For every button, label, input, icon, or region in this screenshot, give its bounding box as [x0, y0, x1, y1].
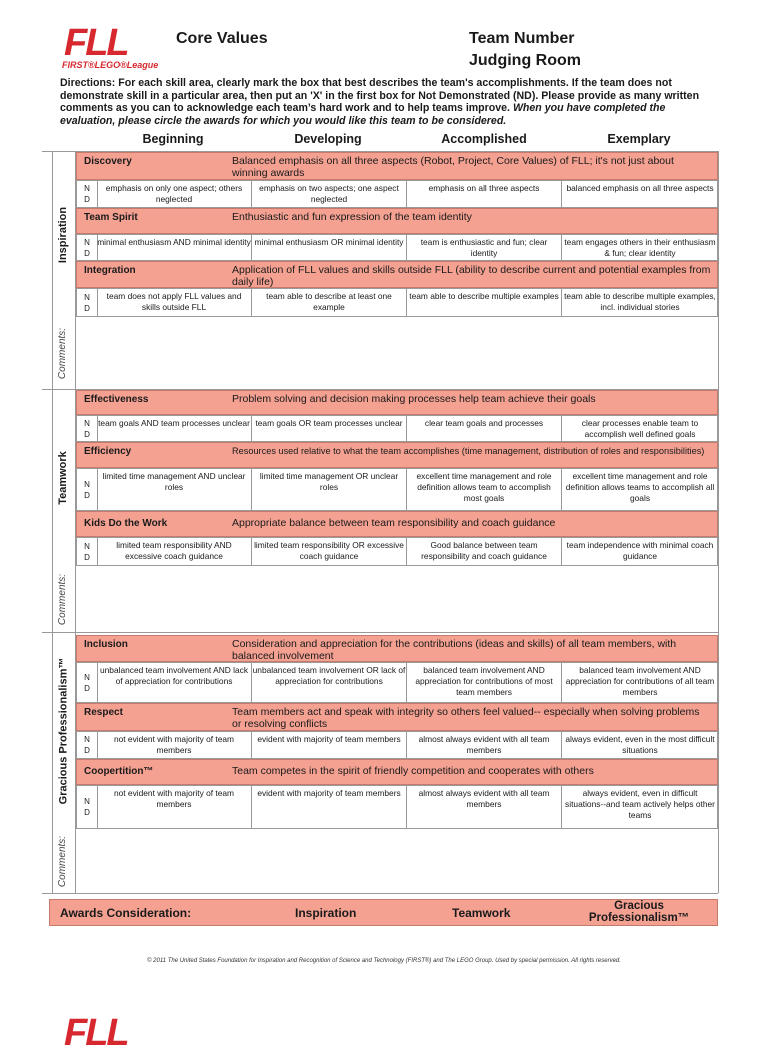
skill-description: Application of FLL values and skills outside FLL (ability to describe current and potential examples from daily life): [232, 264, 711, 288]
skill-name: Discovery: [84, 156, 132, 167]
rubric-cell-exemplary[interactable]: balanced emphasis on all three aspects: [566, 183, 714, 193]
nd-checkbox[interactable]: N D: [77, 289, 98, 316]
level-exemplary: Exemplary: [607, 132, 671, 146]
rubric-row-efficiency: [76, 468, 718, 511]
logo-text: FLL: [64, 22, 128, 64]
level-accomplished: Accomplished: [441, 132, 527, 146]
rubric-cell-beginning[interactable]: limited team responsibility AND excessive coach guidance: [97, 538, 252, 565]
skill-respect: [76, 703, 718, 731]
rubric-cell-beginning[interactable]: unbalanced team involvement AND lack of appreciation for contributions: [97, 663, 252, 702]
rubric-row-team-spirit: [76, 234, 718, 261]
award-option-inspiration[interactable]: Inspiration: [295, 906, 357, 920]
rubric-row-effectiveness: [76, 415, 718, 442]
directions: [60, 77, 722, 127]
skill-name: Team Spirit: [84, 212, 138, 223]
skill-description: Consideration and appreciation for the contributions (ideas and skills) of all team members, with balanced involvement: [232, 638, 677, 662]
skill-inclusion: [76, 635, 718, 662]
skill-team-spirit: [76, 208, 718, 234]
fll-logo-bottom: [64, 1012, 134, 1054]
skill-coopertition: [76, 759, 718, 785]
rubric-cell-accomplished[interactable]: team able to describe multiple examples: [407, 289, 562, 316]
nd-checkbox[interactable]: N D: [77, 663, 98, 702]
nd-checkbox[interactable]: N D: [77, 469, 98, 510]
skill-name: Coopertition™: [84, 766, 154, 777]
section-border: [718, 389, 719, 632]
level-beginning: Beginning: [142, 132, 204, 146]
skill-name: Integration: [84, 265, 136, 276]
skill-name: Inclusion: [84, 639, 128, 650]
rubric-cell-exemplary[interactable]: excellent time management and role definition allows teams to accomplish all goals: [565, 471, 715, 503]
comments-label: Comments:: [57, 835, 69, 887]
rubric-row-kids-do-the-work: [76, 537, 718, 566]
nd-checkbox[interactable]: N D: [77, 181, 98, 207]
section-border: [718, 151, 719, 389]
rubric-row-inclusion: [76, 662, 718, 703]
judging-room-label: Judging Room: [469, 52, 581, 69]
rubric-cell-developing[interactable]: evident with majority of team members: [252, 786, 407, 828]
fll-logo: [62, 22, 159, 72]
rubric-cell-beginning[interactable]: not evident with majority of team members: [97, 732, 252, 758]
rubric-cell-exemplary[interactable]: balanced team involvement AND appreciation for contributions of all team members: [565, 665, 715, 697]
skill-effectiveness: [76, 390, 718, 415]
rubric-cell-exemplary[interactable]: team able to describe multiple examples, incl. individual stories: [564, 291, 716, 312]
rubric-row-coopertition: [76, 785, 718, 829]
skill-description: Balanced emphasis on all three aspects (Robot, Project, Core Values) of FLL; it's not just about winning awards: [232, 155, 674, 179]
rubric-row-respect: [76, 731, 718, 759]
skill-name: Effectiveness: [84, 394, 149, 405]
rubric-cell-developing[interactable]: team able to describe at least one example: [252, 289, 407, 316]
comments-label: Comments:: [57, 327, 69, 379]
section-label-inspiration: Inspiration: [57, 206, 70, 263]
rubric-cell-developing[interactable]: limited team responsibility OR excessive coach guidance: [252, 538, 407, 565]
rubric-cell-beginning[interactable]: minimal enthusiasm AND minimal identity: [97, 235, 252, 260]
skill-name: Respect: [84, 707, 123, 718]
rubric-cell-developing[interactable]: evident with majority of team members: [252, 732, 407, 758]
rubric-cell-developing[interactable]: minimal enthusiasm OR minimal identity: [252, 235, 407, 260]
rubric-cell-developing[interactable]: team goals OR team processes unclear: [252, 416, 407, 441]
rubric-cell-accomplished[interactable]: almost always evident with all team members: [407, 786, 562, 828]
nd-checkbox[interactable]: N D: [77, 235, 98, 260]
section-divider: [42, 893, 718, 894]
skill-name: Kids Do the Work: [84, 518, 168, 529]
skill-description: Team members act and speak with integrity so others feel valued-- especially when solving problems or resolving conflicts: [232, 706, 700, 730]
directions-italic: When you have completed the evaluation, please circle the awards for which you would like this team to be considered.: [60, 102, 666, 127]
rubric-cell-accomplished[interactable]: excellent time management and role definition allows team to accomplish most goals: [407, 469, 562, 510]
directions-text: Directions: For each skill area, clearly mark the box that best describes the team's accomplishments. If the team does not demonstrate skill in a particular area, then put an 'X' in the first box for Not Demonstrated (ND). Please provide as many written comments as you can to acknowledge each team’s hard work and to help teams improve.: [60, 77, 700, 114]
award-option-gracious-professionalism[interactable]: Gracious Professionalism™: [588, 900, 690, 924]
nd-checkbox[interactable]: N D: [77, 732, 98, 758]
rubric-cell-beginning[interactable]: team does not apply FLL values and skills outside FLL: [97, 289, 252, 316]
copyright-footer: © 2011 The United States Foundation for Inspiration and Recognition of Science and Technology (FIRST®) and The LEGO Group. Used by special permission. All rights reserved.: [147, 958, 621, 964]
skill-description: Team competes in the spirit of friendly competition and cooperates with others: [232, 765, 594, 777]
section-label-gracious-professionalism: Gracious Professionalism™: [57, 657, 69, 805]
rubric-cell-accomplished[interactable]: emphasis on all three aspects: [407, 181, 562, 207]
rubric-cell-beginning[interactable]: team goals AND team processes unclear: [97, 416, 252, 441]
rubric-cell-accomplished[interactable]: clear team goals and processes: [407, 416, 562, 441]
rubric-cell-developing[interactable]: unbalanced team involvement OR lack of appreciation for contributions: [252, 663, 407, 702]
awards-bar: [49, 899, 718, 926]
section-label-teamwork: Teamwork: [57, 451, 69, 505]
team-number-label: Team Number: [469, 30, 575, 47]
page-title: Core Values: [176, 30, 268, 47]
skill-kids-do-the-work: [76, 511, 718, 537]
section-divider: [42, 632, 718, 633]
skill-integration: [76, 261, 718, 288]
nd-checkbox[interactable]: N D: [77, 416, 98, 441]
rubric-cell-exemplary[interactable]: always evident, even in difficult situations--and team actively helps other teams: [565, 788, 715, 820]
rubric-cell-beginning[interactable]: not evident with majority of team members: [97, 786, 252, 828]
rubric-cell-exemplary[interactable]: team engages others in their enthusiasm & fun; clear identity: [564, 237, 716, 258]
rubric-row-integration: [76, 288, 718, 317]
rubric-cell-beginning[interactable]: limited time management AND unclear roles: [97, 469, 252, 510]
skill-efficiency: [76, 442, 718, 468]
award-option-teamwork[interactable]: Teamwork: [452, 906, 511, 920]
rubric-cell-accomplished[interactable]: Good balance between team responsibility and coach guidance: [407, 538, 562, 565]
skill-description: Enthusiastic and fun expression of the team identity: [232, 211, 472, 223]
skill-description: Resources used relative to what the team accomplishes (time management, distribution of roles and responsibilities): [232, 446, 705, 456]
rubric-cell-exemplary[interactable]: always evident, even in the most difficult situations: [565, 734, 715, 755]
skill-description: Problem solving and decision making processes help team achieve their goals: [232, 393, 596, 405]
skill-name: Efficiency: [84, 446, 132, 457]
skill-description: Appropriate balance between team responsibility and coach guidance: [232, 517, 556, 529]
nd-checkbox[interactable]: N D: [77, 538, 98, 565]
rubric-cell-accomplished[interactable]: balanced team involvement AND appreciation for contributions of most team members: [407, 663, 562, 702]
rubric-cell-developing[interactable]: limited time management OR unclear roles: [252, 469, 407, 510]
comments-label: Comments:: [57, 573, 69, 625]
rubric-cell-exemplary[interactable]: clear processes enable team to accomplish well defined goals: [581, 418, 699, 439]
rubric-cell-developing[interactable]: emphasis on two aspects; one aspect neglected: [252, 181, 407, 207]
rubric-cell-accomplished[interactable]: team is enthusiastic and fun; clear identity: [407, 235, 562, 260]
logo-subtitle: FIRST®LEGO®League: [62, 60, 159, 70]
awards-label: Awards Consideration:: [60, 906, 192, 920]
level-developing: Developing: [294, 132, 362, 146]
rubric-cell-accomplished[interactable]: almost always evident with all team members: [407, 732, 562, 758]
section-border: [718, 632, 719, 893]
nd-checkbox[interactable]: N D: [77, 786, 98, 828]
logo-text: FLL: [64, 1012, 128, 1054]
rubric-cell-beginning[interactable]: emphasis on only one aspect; others neglected: [97, 181, 252, 207]
rubric-cell-exemplary[interactable]: team independence with minimal coach guidance: [566, 540, 714, 561]
rubric-row-discovery: [76, 180, 718, 208]
skill-discovery: [76, 152, 718, 180]
